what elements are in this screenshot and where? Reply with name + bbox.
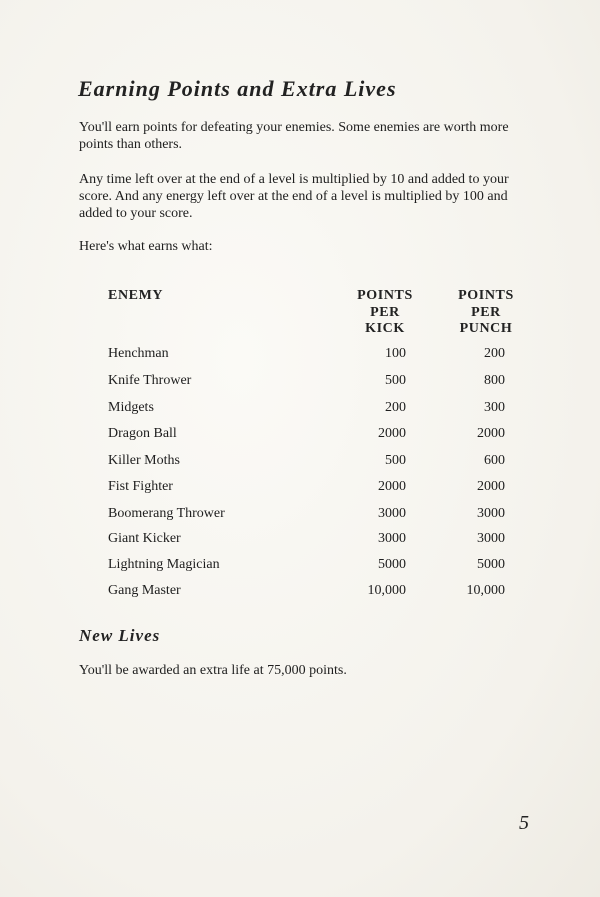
header-punch-line-1: POINTS [458,288,514,303]
table-row [0,583,600,603]
table-row [0,531,600,551]
table-intro-paragraph: Here's what earns what: [79,239,213,254]
table-row [0,479,600,499]
points-per-kick: 3000 [378,506,406,521]
enemy-name: Fist Fighter [108,479,173,494]
new-lives-paragraph: You'll be awarded an extra life at 75,000 points. [79,663,347,678]
enemy-name: Knife Thrower [108,373,192,388]
enemy-name: Boomerang Thrower [108,506,225,521]
table-row [0,557,600,577]
table-row [0,506,600,526]
table-row [0,373,600,393]
points-per-kick: 5000 [378,557,406,572]
header-enemy: ENEMY [108,288,164,303]
enemy-name: Midgets [108,400,154,415]
points-per-kick: 2000 [378,479,406,494]
points-per-punch: 600 [484,453,505,468]
points-per-punch: 2000 [477,426,505,441]
intro-paragraph: You'll earn points for defeating your enemies. Some enemies are worth more points than others. [79,120,509,152]
enemy-name: Gang Master [108,583,181,598]
table-row [0,426,600,446]
page-number: 5 [519,812,529,834]
points-per-kick: 500 [385,373,406,388]
bonus-paragraph: Any time left over at the end of a level is multiplied by 10 and added to your score. And any energy left over at the end of a level is multiplied by 100 and added to your score. [79,172,509,221]
table-row [0,453,600,473]
points-per-punch: 3000 [477,506,505,521]
header-points-per-kick [348,288,422,338]
enemy-name: Giant Kicker [108,531,181,546]
points-per-kick: 2000 [378,426,406,441]
header-kick-line-3: KICK [365,321,405,336]
points-per-kick: 10,000 [367,583,406,598]
points-per-punch: 2000 [477,479,505,494]
points-per-kick: 100 [385,346,406,361]
enemy-name: Dragon Ball [108,426,177,441]
new-lives-title: New Lives [79,626,161,645]
header-points-per-punch [448,288,524,338]
section-title: Earning Points and Extra Lives [78,76,397,101]
header-punch-line-3: PUNCH [459,321,513,336]
header-punch-line-2: PER [471,304,501,320]
points-per-kick: 3000 [378,531,406,546]
points-per-punch: 3000 [477,531,505,546]
points-per-punch: 800 [484,373,505,388]
points-per-punch: 200 [484,346,505,361]
points-per-punch: 10,000 [466,583,505,598]
points-per-kick: 200 [385,400,406,415]
points-per-punch: 300 [484,400,505,415]
enemy-name: Killer Moths [108,453,180,468]
header-kick-line-2: PER [370,304,400,320]
enemy-name: Lightning Magician [108,557,220,572]
points-per-kick: 500 [385,453,406,468]
points-per-punch: 5000 [477,557,505,572]
header-kick-line-1: POINTS [357,288,413,303]
table-row [0,400,600,420]
table-row [0,346,600,366]
enemy-name: Henchman [108,346,169,361]
